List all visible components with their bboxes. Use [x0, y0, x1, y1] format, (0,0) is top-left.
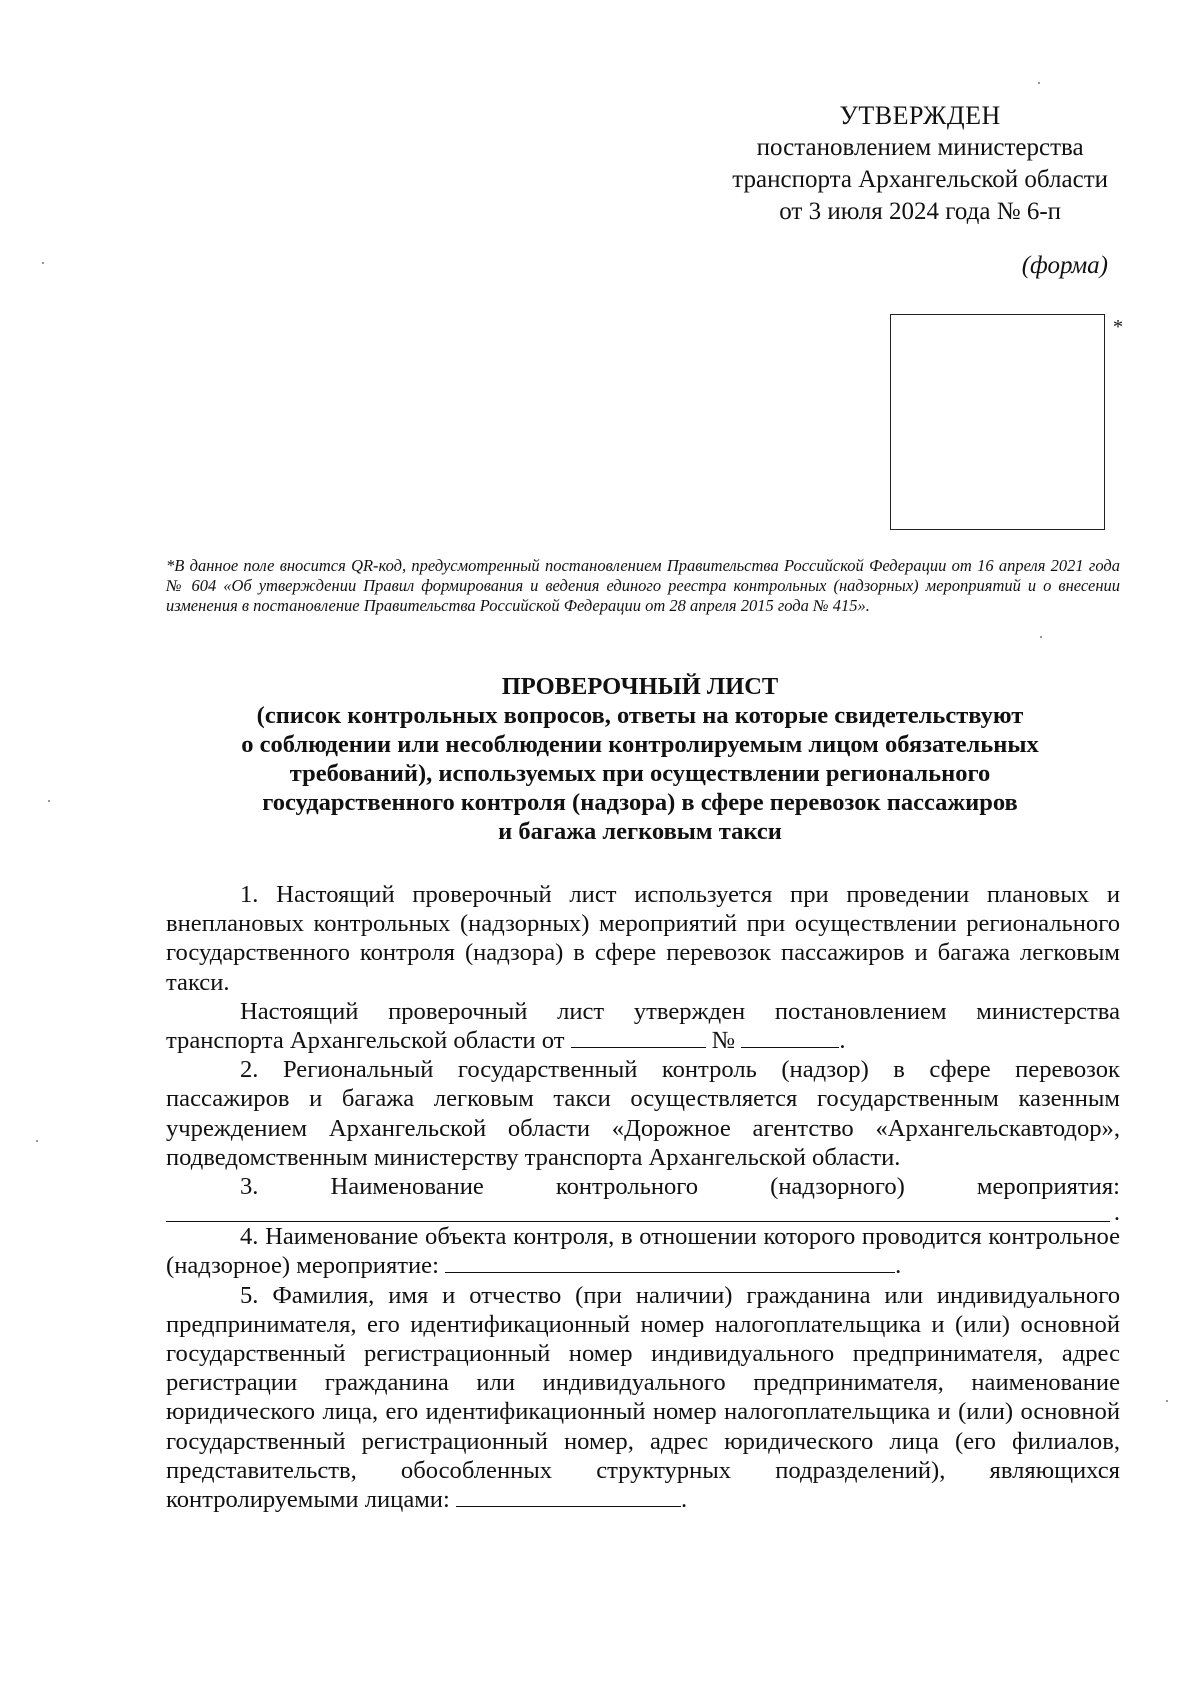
approval-number-blank [741, 1027, 839, 1048]
control-object-blank [445, 1252, 895, 1273]
period: . [680, 1486, 688, 1514]
period: . [895, 1252, 902, 1280]
paragraph-4-text: 4. Наименование объекта контроля, в отношении которого проводится контрольное (надзорное) мероприятие: [166, 1223, 1120, 1280]
form-label: (форма) [1021, 252, 1108, 279]
document-body [166, 880, 1120, 1514]
paragraph-1-approval [166, 997, 1120, 1055]
paragraph-1: 1. Настоящий проверочный лист используется при проведении плановых и внеплановых контрольных (надзорных) мероприятий при осуществлении регионального государственного контроля (надзора) в сфере перевозок пассажиров и багажа легковым такси. [166, 881, 1120, 996]
paragraph-3 [166, 1172, 1120, 1201]
scan-speck [1038, 82, 1040, 84]
period: . [839, 1027, 846, 1055]
approval-line-3: от 3 июля 2024 года № 6-п [779, 198, 1062, 225]
control-event-name-blank [166, 1199, 1120, 1227]
heading-title: ПРОВЕРОЧНЫЙ ЛИСТ [501, 673, 779, 700]
paragraph-5 [166, 1281, 1120, 1515]
scan-speck [48, 800, 50, 802]
approval-date-blank [571, 1027, 706, 1048]
paragraph-4 [166, 1222, 1120, 1280]
heading-line: (список контрольных вопросов, ответы на которые свидетельствуют [256, 702, 1024, 729]
qr-footnote-marker: * [1113, 316, 1123, 338]
approval-line-1: постановлением министерства [756, 134, 1084, 161]
paragraph-5-text: 5. Фамилия, имя и отчество (при наличии) гражданина или индивидуального предпринимателя, его идентификационный номер налогоплательщика и (или) основной государственный регистрационный номер индивидуального предпринимателя, адрес регистрации гражданина или индивидуального предпринимателя, наименование юридического лица, его идентификационный номер налогоплательщика и (или) основной государственный регистрационный номер, адрес юридического лица (его филиалов, представительств, обособленных структурных подразделений), являющихся контролируемыми лицами: [166, 1281, 1120, 1514]
qr-code-placeholder [890, 314, 1105, 530]
scan-speck [36, 1140, 38, 1142]
scan-speck [1166, 1400, 1168, 1402]
controlled-persons-blank [456, 1486, 681, 1507]
period: . [1113, 1199, 1120, 1227]
heading-line: о соблюдении или несоблюдении контролируемым лицом обязательных [241, 731, 1039, 758]
approval-line-2: транспорта Архангельской области [732, 166, 1108, 193]
paragraph-2: 2. Региональный государственный контроль (надзор) в сфере перевозок пассажиров и багажа легковым такси осуществляется государственным казенным учреждением Архангельской области «Дорожное агентство «Архангельскавтодор», подведомственным министерству транспорта Архангельской области. [166, 1056, 1120, 1171]
approval-number-sign: № [711, 1027, 736, 1055]
approval-block [732, 100, 1108, 228]
qr-footnote: *В данное поле вносится QR-код, предусмотренный постановлением Правительства Российской Федерации от 16 апреля 2021 года № 604 «Об утверждении Правил формирования и ведения единого реестра контрольных (надзорных) мероприятий и о внесении изменения в постановление Правительства Российской Федерации от 28 апреля 2015 года № 415». [166, 556, 1120, 615]
scan-speck [42, 262, 44, 264]
scan-speck [1040, 636, 1042, 638]
heading-line: требований), используемых при осуществлении регионального [289, 760, 991, 787]
paragraph-3-text: 3. Наименование контрольного (надзорного) мероприятия: [240, 1173, 1120, 1201]
approval-reference-text: Настоящий проверочный лист утвержден постановлением министерства транспорта Архангельской области от [166, 997, 1120, 1055]
approval-title: УТВЕРЖДЕН [839, 101, 1001, 130]
document-heading [160, 672, 1120, 846]
heading-line: государственного контроля (надзора) в сфере перевозок пассажиров [262, 789, 1018, 816]
heading-line: и багажа легковым такси [498, 818, 782, 845]
